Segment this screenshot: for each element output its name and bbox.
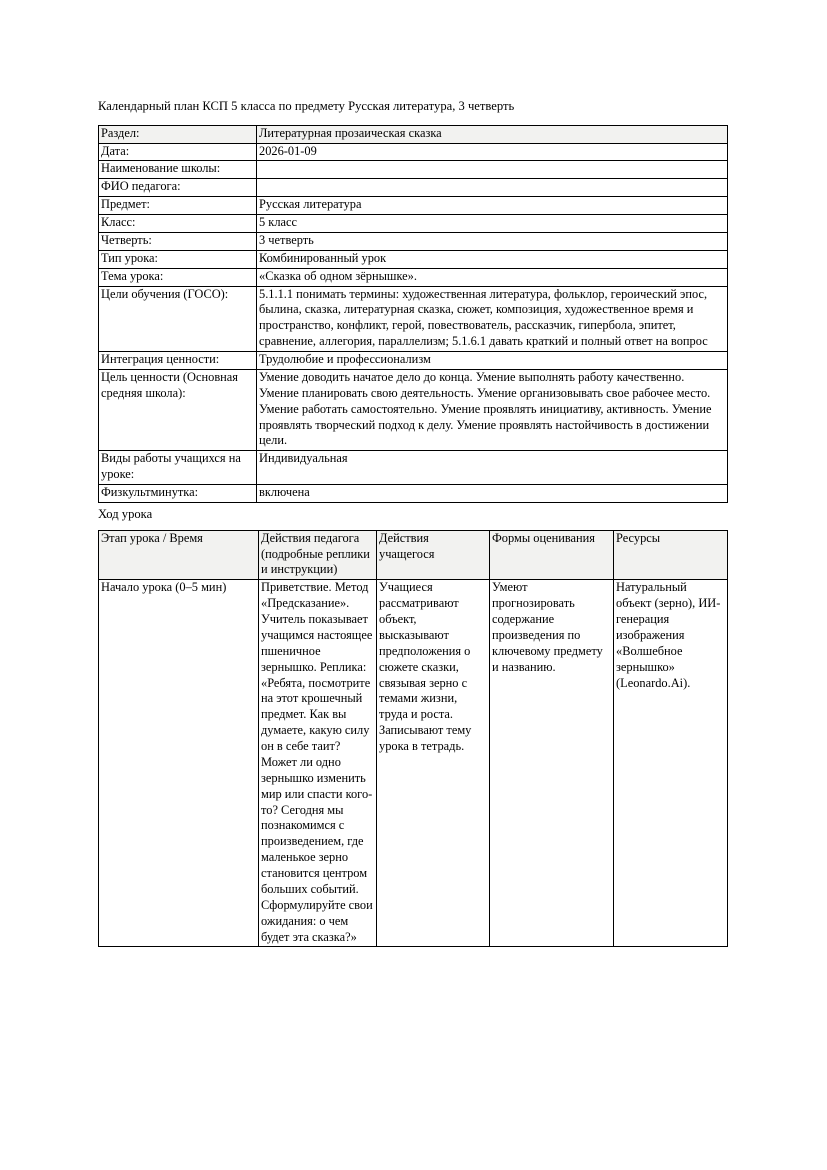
info-row bbox=[99, 485, 728, 503]
info-row-value: Комбинированный урок bbox=[257, 250, 728, 268]
info-row bbox=[99, 268, 728, 286]
info-row-value: 2026-01-09 bbox=[257, 143, 728, 161]
info-row-value: Литературная прозаическая сказка bbox=[257, 125, 728, 143]
info-row-label: Класс: bbox=[99, 215, 257, 233]
lesson-flow-table bbox=[98, 530, 728, 948]
flow-cell-teacher-actions: Приветствие. Метод «Предсказание». Учитель показывает учащимся настоящее пшеничное зернышко. Реплика: «Ребята, посмотрите на этот крошечный предмет. Как вы думаете, какую силу он в себе таит? Может ли одно зернышко изменить мир или спасти кого-то? Сегодня мы познакомимся с произведением, где маленькое зерно становится центром больших событий. Сформулируйте свои ожидания: о чем будет эта сказка?» bbox=[259, 580, 377, 947]
flow-header-row bbox=[99, 530, 728, 580]
lesson-info-table bbox=[98, 125, 728, 503]
info-row bbox=[99, 215, 728, 233]
flow-cell-stage: Начало урока (0–5 мин) bbox=[99, 580, 259, 947]
info-row bbox=[99, 451, 728, 485]
info-row-value: Трудолюбие и профессионализм bbox=[257, 352, 728, 370]
col-assessment-header: Формы оценивания bbox=[490, 530, 614, 580]
info-row bbox=[99, 352, 728, 370]
info-row bbox=[99, 197, 728, 215]
lesson-flow-table-header bbox=[99, 530, 728, 580]
info-row-label: Физкультминутка: bbox=[99, 485, 257, 503]
info-row-value bbox=[257, 161, 728, 179]
info-row bbox=[99, 369, 728, 450]
flow-cell-student-actions: Учащиеся рассматривают объект, высказывают предположения о сюжете сказки, связывая зерно с темами жизни, труда и роста. Записывают тему урока в тетрадь. bbox=[377, 580, 490, 947]
info-row-value: «Сказка об одном зёрнышке». bbox=[257, 268, 728, 286]
flow-cell-assessment: Умеют прогнозировать содержание произведения по ключевому предмету и названию. bbox=[490, 580, 614, 947]
info-row-value: Русская литература bbox=[257, 197, 728, 215]
col-student-actions-header: Действия учащегося bbox=[377, 530, 490, 580]
lesson-info-table-body bbox=[99, 125, 728, 502]
info-row bbox=[99, 143, 728, 161]
info-row-value: 3 четверть bbox=[257, 232, 728, 250]
info-row-label: Тип урока: bbox=[99, 250, 257, 268]
info-row bbox=[99, 161, 728, 179]
info-row-label: Интеграция ценности: bbox=[99, 352, 257, 370]
info-row-label: Раздел: bbox=[99, 125, 257, 143]
col-stage-header: Этап урока / Время bbox=[99, 530, 259, 580]
info-row bbox=[99, 125, 728, 143]
info-row-value bbox=[257, 179, 728, 197]
info-row-label: Дата: bbox=[99, 143, 257, 161]
info-row-value: Индивидуальная bbox=[257, 451, 728, 485]
info-row-value: включена bbox=[257, 485, 728, 503]
info-row bbox=[99, 179, 728, 197]
info-row bbox=[99, 286, 728, 352]
info-row bbox=[99, 250, 728, 268]
info-row-label: Тема урока: bbox=[99, 268, 257, 286]
col-teacher-actions-header: Действия педагога (подробные реплики и инструкции) bbox=[259, 530, 377, 580]
info-row-label: Виды работы учащихся на уроке: bbox=[99, 451, 257, 485]
flow-row bbox=[99, 580, 728, 947]
info-row-label: Предмет: bbox=[99, 197, 257, 215]
info-row bbox=[99, 232, 728, 250]
col-resources-header: Ресурсы bbox=[614, 530, 728, 580]
document-title: Календарный план КСП 5 класса по предмету Русская литература, 3 четверть bbox=[98, 99, 515, 113]
lesson-flow-heading: Ход урока bbox=[98, 506, 153, 521]
info-row-value: Умение доводить начатое дело до конца. Умение выполнять работу качественно. Умение планировать свою деятельность. Умение организовывать свое рабочее место. Умение работать самостоятельно. Умение проявлять инициативу, активность. Умение проявлять творческий подход к делу. Умение проявлять настойчивость в достижении цели. bbox=[257, 369, 728, 450]
flow-cell-resources: Натуральный объект (зерно), ИИ-генерация изображения «Волшебное зернышко» (Leonardo.Ai). bbox=[614, 580, 728, 947]
info-row-label: Наименование школы: bbox=[99, 161, 257, 179]
info-row-value: 5.1.1.1 понимать термины: художественная литература, фольклор, героический эпос, былина, сказка, литературная сказка, сюжет, композиция, художественное время и пространство, конфликт, герой, повествователь, рассказчик, гипербола, эпитет, сравнение, аллегория, параллелизм; 5.1.6.1 давать краткий и полный ответ на вопрос bbox=[257, 286, 728, 352]
info-row-value: 5 класс bbox=[257, 215, 728, 233]
info-row-label: ФИО педагога: bbox=[99, 179, 257, 197]
info-row-label: Четверть: bbox=[99, 232, 257, 250]
info-row-label: Цель ценности (Основная средняя школа): bbox=[99, 369, 257, 450]
lesson-flow-table-body bbox=[99, 580, 728, 947]
info-row-label: Цели обучения (ГОСО): bbox=[99, 286, 257, 352]
